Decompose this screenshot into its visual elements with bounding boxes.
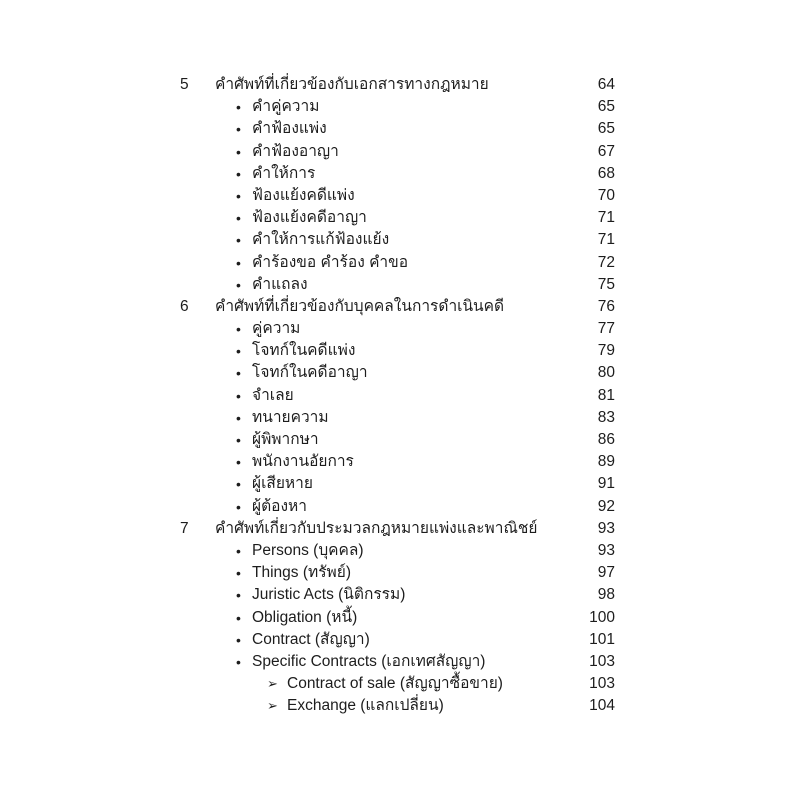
arrow-icon: ➢: [267, 676, 278, 692]
toc-row: [0, 651, 800, 673]
entry-title: ฟ้องแย้งคดีอาญา: [252, 209, 367, 227]
entry-title: Contract (สัญญา): [252, 630, 370, 648]
bullet-icon: •: [236, 187, 241, 204]
bullet-icon: •: [236, 165, 241, 182]
bullet-icon: •: [236, 587, 241, 604]
toc-row: [0, 362, 800, 384]
entry-page-number: 80: [597, 364, 615, 382]
section-number: 5: [180, 76, 189, 93]
entry-title: Persons (บุคคล): [252, 541, 364, 559]
bullet-icon: •: [236, 121, 241, 138]
toc-row: [0, 496, 800, 518]
section-number: 6: [180, 297, 189, 315]
toc-row: [0, 695, 800, 717]
bullet-icon: •: [236, 476, 241, 493]
entry-title: คำแถลง: [252, 275, 308, 293]
toc-row: [0, 562, 800, 584]
bullet-icon: •: [236, 565, 241, 582]
entry-title: คำคู่ความ: [252, 98, 320, 116]
bullet-icon: •: [236, 99, 241, 116]
entry-page-number: 93: [597, 541, 615, 559]
entry-page-number: 104: [589, 697, 615, 715]
toc-row: [0, 207, 800, 229]
toc-row: [0, 318, 800, 340]
toc-row: [0, 518, 800, 540]
entry-title: พนักงานอัยการ: [252, 453, 354, 471]
entry-page-number: 103: [589, 675, 615, 693]
toc-row: [0, 163, 800, 185]
toc-row: [0, 473, 800, 495]
entry-page-number: 86: [597, 431, 615, 448]
toc-row: [0, 118, 800, 140]
entry-title: คำฟ้องอาญา: [252, 142, 339, 160]
bullet-icon: •: [236, 631, 241, 648]
entry-title: ฟ้องแย้งคดีแพ่ง: [252, 186, 355, 204]
entry-title: Exchange (แลกเปลี่ยน): [287, 697, 444, 715]
toc-row: [0, 185, 800, 207]
entry-title: ทนายความ: [252, 408, 329, 426]
toc-row: [0, 385, 800, 407]
entry-title: Specific Contracts (เอกเทศสัญญา): [252, 652, 486, 670]
entry-page-number: 77: [597, 320, 615, 338]
entry-page-number: 72: [597, 253, 615, 271]
entry-title: ผู้ต้องหา: [252, 497, 307, 515]
bullet-icon: •: [236, 210, 241, 227]
toc-row: [0, 296, 800, 318]
entry-page-number: 93: [597, 519, 615, 537]
entry-title: Obligation (หนี้): [252, 608, 358, 626]
entry-title: Things (ทรัพย์): [252, 564, 351, 582]
entry-page-number: 81: [597, 386, 615, 404]
toc-row: [0, 540, 800, 562]
entry-page-number: 101: [589, 630, 615, 648]
entry-page-number: 71: [597, 209, 615, 227]
entry-page-number: 65: [597, 98, 615, 116]
entry-page-number: 79: [597, 342, 615, 360]
toc-row: [0, 74, 800, 96]
entry-page-number: 83: [597, 408, 615, 426]
entry-title: Contract of sale (สัญญาซื้อขาย): [287, 675, 503, 693]
entry-page-number: 91: [597, 475, 615, 493]
bullet-icon: •: [236, 232, 241, 249]
entry-title: ผู้พิพากษา: [252, 431, 319, 448]
bullet-icon: •: [236, 321, 241, 338]
toc-row: [0, 584, 800, 606]
toc-row: [0, 673, 800, 695]
entry-page-number: 98: [597, 586, 615, 604]
toc-row: [0, 96, 800, 118]
bullet-icon: •: [236, 387, 241, 404]
entry-page-number: 92: [597, 497, 615, 515]
entry-title: จำเลย: [252, 386, 294, 404]
toc-row: [0, 407, 800, 429]
entry-title: โจทก์ในคดีแพ่ง: [252, 342, 356, 360]
entry-title: โจทก์ในคดีอาญา: [252, 364, 368, 382]
bullet-icon: •: [236, 254, 241, 271]
bullet-icon: •: [236, 454, 241, 471]
bullet-icon: •: [236, 432, 241, 448]
bullet-icon: •: [236, 343, 241, 360]
toc-row: [0, 629, 800, 651]
toc-row: [0, 340, 800, 362]
entry-title: คำศัพท์ที่เกี่ยวข้องกับบุคคลในการดำเนินคดี: [215, 297, 505, 315]
entry-page-number: 65: [597, 120, 615, 138]
bullet-icon: •: [236, 498, 241, 515]
entry-page-number: 75: [597, 275, 615, 293]
bullet-icon: •: [236, 409, 241, 426]
entry-title: คำฟ้องแพ่ง: [252, 120, 327, 138]
arrow-icon: ➢: [267, 698, 278, 714]
entry-title: คู่ความ: [252, 320, 301, 338]
entry-page-number: 103: [589, 652, 615, 670]
toc-row: [0, 252, 800, 274]
toc-row: [0, 607, 800, 629]
section-number: 7: [180, 519, 189, 537]
bullet-icon: •: [236, 276, 241, 293]
toc-row: [0, 451, 800, 473]
entry-page-number: 64: [597, 76, 615, 93]
entry-page-number: 89: [597, 453, 615, 471]
bullet-icon: •: [236, 542, 241, 559]
entry-page-number: 71: [597, 231, 615, 249]
bullet-icon: •: [236, 365, 241, 382]
toc-row: [0, 141, 800, 163]
entry-title: คำศัพท์เกี่ยวกับประมวลกฎหมายแพ่งและพาณิชย์: [215, 519, 538, 537]
entry-title: ผู้เสียหาย: [252, 475, 313, 493]
bullet-icon: •: [236, 143, 241, 160]
entry-page-number: 97: [597, 564, 615, 582]
entry-title: คำศัพท์ที่เกี่ยวข้องกับเอกสารทางกฎหมาย: [215, 76, 489, 93]
entry-page-number: 67: [597, 142, 615, 160]
entry-title: คำร้องขอ คำร้อง คำขอ: [252, 253, 409, 271]
entry-page-number: 100: [589, 608, 615, 626]
entry-title: Juristic Acts (นิติกรรม): [252, 586, 406, 604]
toc-row: [0, 274, 800, 296]
entry-title: คำให้การ: [252, 164, 316, 182]
toc-row: [0, 229, 800, 251]
entry-page-number: 76: [597, 297, 615, 315]
entry-page-number: 68: [597, 164, 615, 182]
toc-row: [0, 429, 800, 451]
entry-page-number: 70: [597, 186, 615, 204]
bullet-icon: •: [236, 653, 241, 670]
bullet-icon: •: [236, 609, 241, 626]
entry-title: คำให้การแก้ฟ้องแย้ง: [252, 231, 390, 249]
